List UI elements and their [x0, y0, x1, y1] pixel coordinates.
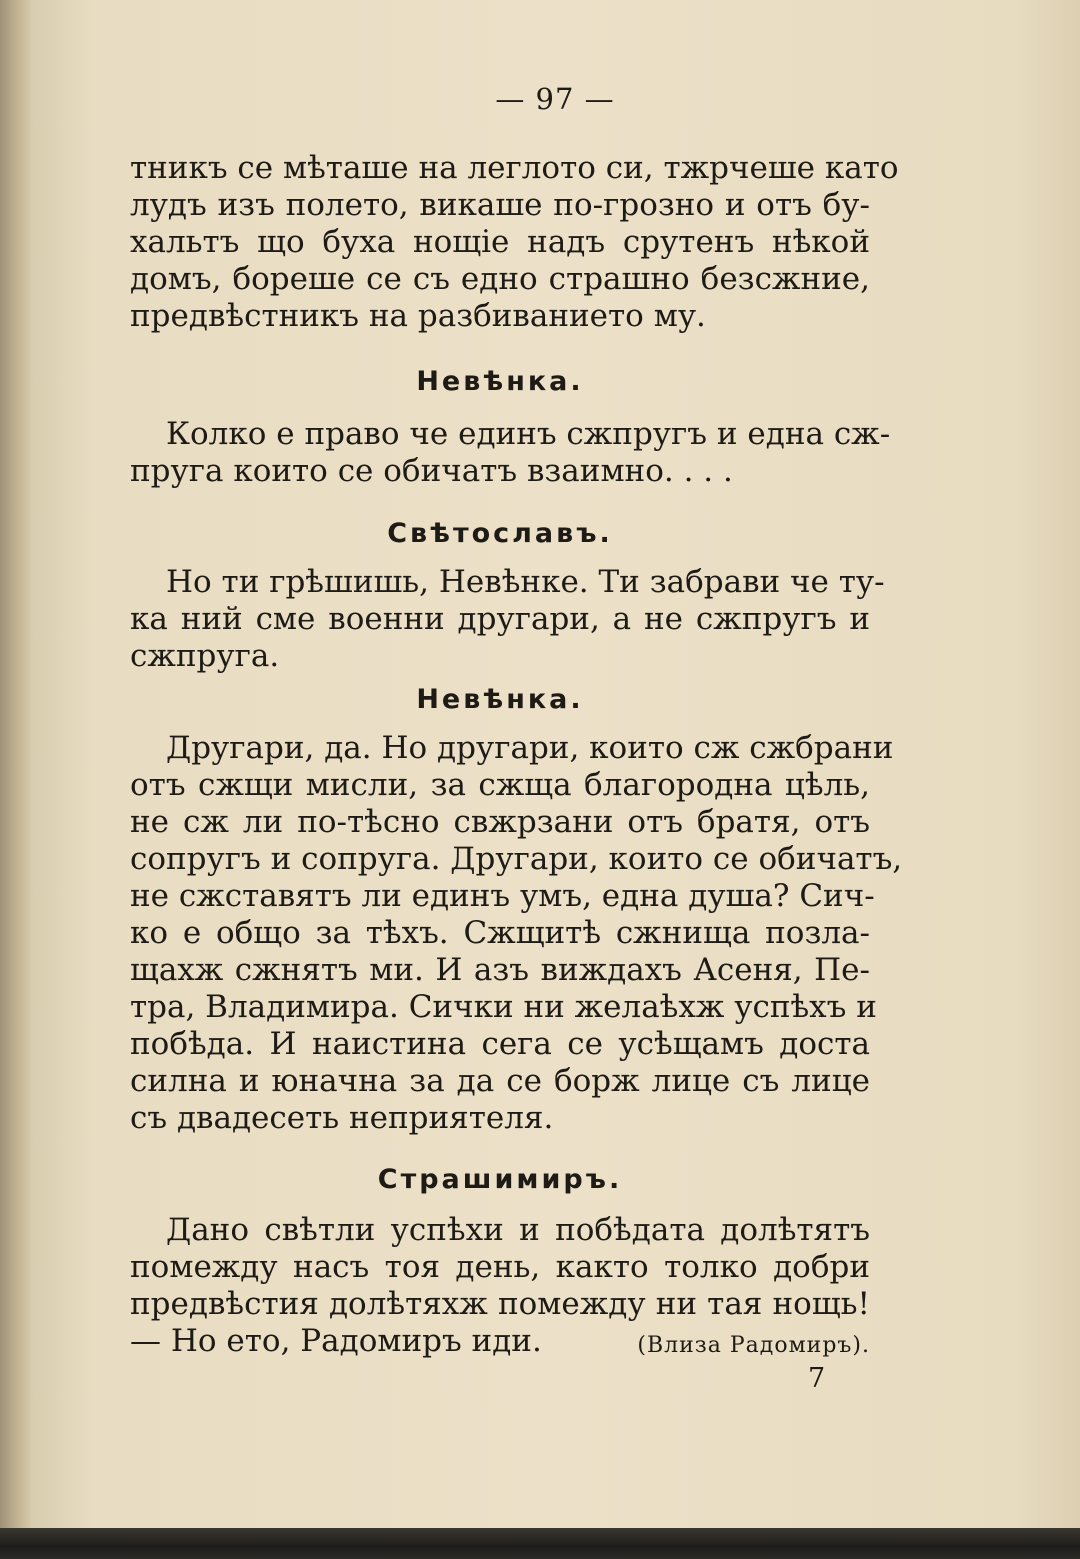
book-bottom-edge	[0, 1528, 1080, 1559]
paragraph-1	[130, 150, 899, 335]
text-line: ко е общо за тѣхъ. Сжщитѣ сжнища позла-	[130, 915, 870, 951]
text-line: отъ сжщи мисли, за сжща благородна цѣль,	[130, 767, 870, 803]
speaker-heading: Невѣнка.	[416, 366, 584, 397]
paragraph-4	[130, 730, 903, 1137]
paragraph-5	[130, 1212, 870, 1360]
text-line: домъ, бореше се съ едно страшно безсжние,	[130, 261, 870, 297]
speaker-heading: Невѣнка.	[416, 684, 584, 715]
speaker-heading: Страшимиръ.	[377, 1164, 623, 1195]
text-line: пруга които се обичатъ взаимно. . . .	[130, 453, 733, 489]
text-line: предвѣстия долѣтяхж помежду ни тая нощь!	[130, 1286, 870, 1322]
page-number: — 97 —	[495, 82, 615, 116]
text-line: побѣда. И наистина сега се усѣщамъ доста	[130, 1026, 870, 1062]
dialogue-text: — Но ето, Радомиръ иди.	[130, 1323, 542, 1359]
signature-mark: 7	[808, 1363, 826, 1394]
text-line: помежду насъ тоя день, както толко добри	[130, 1249, 870, 1285]
text-line: не сжставятъ ли единъ умъ, една душа? Сич-	[130, 878, 875, 914]
book-spine	[0, 0, 30, 1559]
text-line: Колко е право че единъ сжпругъ и една сж-	[166, 416, 891, 452]
stage-direction: (Влиза Радомиръ).	[637, 1333, 870, 1358]
text-line: тникъ се мѣташе на леглото си, тжрчеше като	[130, 150, 899, 186]
paragraph-3	[130, 564, 885, 675]
text-line: не сж ли по-тѣсно свжрзани отъ братя, отъ	[130, 804, 870, 840]
text-line: хальтъ що буха нощіе надъ срутенъ нѣкой	[130, 224, 870, 260]
book-page	[30, 0, 1080, 1530]
text-line: силна и юначна за да се борж лице съ лице	[130, 1063, 870, 1099]
text-line: ка ний сме военни другари, а не сжпругъ и	[130, 601, 870, 637]
text-line	[130, 1323, 870, 1360]
text-line: Дано свѣтли успѣхи и побѣдата долѣтятъ	[166, 1212, 870, 1248]
text-line: щахж сжнятъ ми. И азъ виждахъ Асеня, Пе-	[130, 952, 870, 988]
text-line: лудъ изъ полето, викаше по-грозно и отъ бу-	[130, 187, 870, 223]
text-line: сопругъ и сопруга. Другари, които се обичатъ,	[130, 841, 903, 877]
text-line: съ двадесеть неприятеля.	[130, 1100, 554, 1136]
text-line: Но ти грѣшишь, Невѣнке. Ти забрави че ту-	[166, 564, 885, 600]
text-line: предвѣстникъ на разбиванието му.	[130, 298, 706, 334]
paragraph-2	[130, 416, 891, 490]
text-line: тра, Владимира. Сички ни желаѣхж успѣхъ и	[130, 989, 877, 1025]
text-line: Другари, да. Но другари, които сж сжбрани	[166, 730, 894, 766]
text-line: сжпруга.	[130, 638, 280, 674]
speaker-heading: Свѣтославъ.	[387, 518, 613, 549]
